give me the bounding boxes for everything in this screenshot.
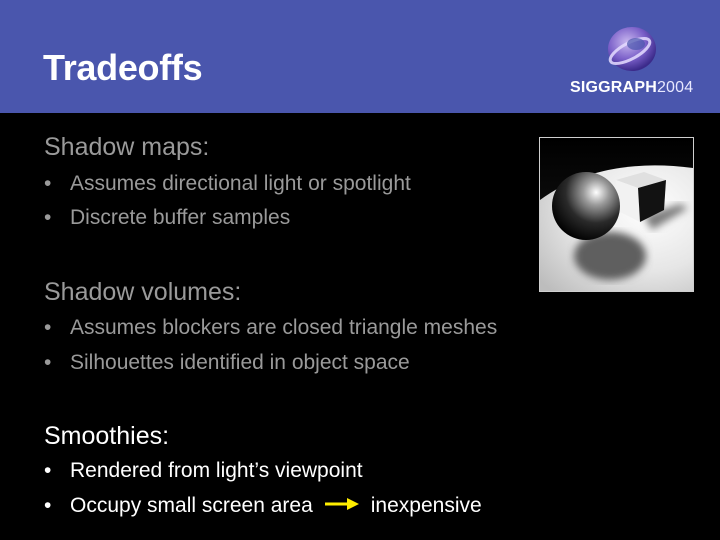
shadow-render-image xyxy=(539,137,694,292)
header-bar xyxy=(0,0,720,113)
slide-title: Tradeoffs xyxy=(43,47,203,88)
right-arrow-icon xyxy=(325,497,359,511)
logo-year: 2004 xyxy=(656,79,694,96)
bullet-item xyxy=(44,205,290,231)
section-heading-smoothies: Smoothies: xyxy=(44,422,170,450)
bullet-item xyxy=(44,171,411,197)
logo-brand: SIGGRAPH xyxy=(570,79,657,96)
shadow-render-scene xyxy=(540,138,693,291)
bullet-text: Assumes blockers are closed triangle meshes xyxy=(70,316,498,339)
bullet-dot: • xyxy=(44,351,52,374)
siggraph-logo xyxy=(570,22,695,102)
siggraph-logo-mark-icon xyxy=(606,24,658,74)
bullet-item xyxy=(44,350,410,376)
bullet-text: Assumes directional light or spotlight xyxy=(70,172,411,195)
bullet-item xyxy=(44,315,497,341)
bullet-text: Occupy small screen area xyxy=(70,494,313,517)
section-heading-shadow-maps: Shadow maps: xyxy=(44,133,210,161)
section-heading-shadow-volumes: Shadow volumes: xyxy=(44,278,242,306)
bullet-text: Silhouettes identified in object space xyxy=(70,351,410,374)
bullet-dot: • xyxy=(44,206,52,229)
bullet-text: Discrete buffer samples xyxy=(70,206,291,229)
bullet-dot: • xyxy=(44,172,52,195)
bullet-result-text: inexpensive xyxy=(370,494,482,517)
bullet-dot: • xyxy=(44,459,52,482)
siggraph-logo-text xyxy=(570,79,693,97)
bullet-item xyxy=(44,458,363,484)
bullet-item xyxy=(44,493,482,519)
bullet-dot: • xyxy=(44,316,52,339)
bullet-dot: • xyxy=(44,494,52,517)
bullet-text: Rendered from light’s viewpoint xyxy=(70,459,363,482)
